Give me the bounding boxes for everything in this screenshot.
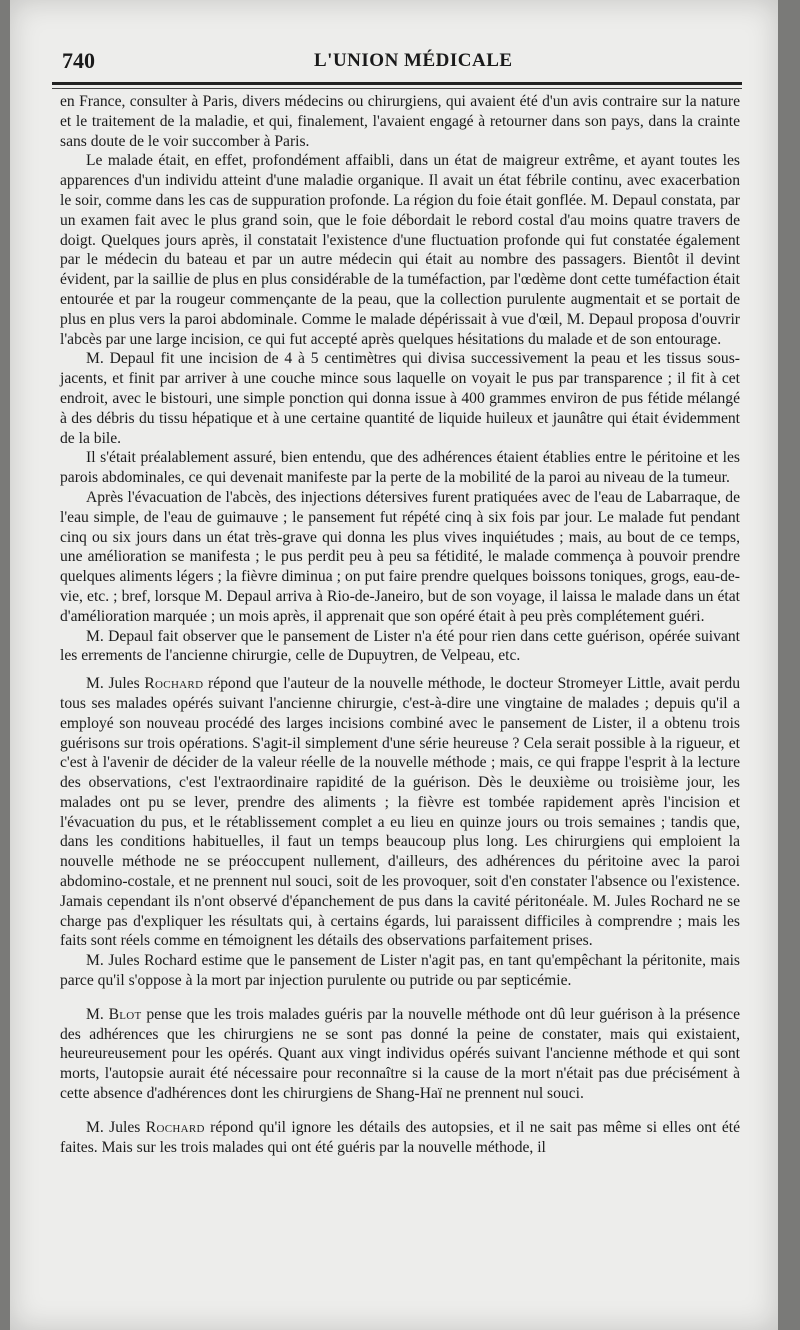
paragraph: Le malade était, en effet, profondément affaibli, dans un état de maigreur extrême, et ayant toutes les apparences d'un individu atteint d'une maladie organique. Il avait un état fébrile continu, avec exacerbation le soir, comme dans les cas de suppuration profonde. La région du foie était gonflée. M. Depaul constata, par un examen fait avec le plus grand soin, que le foie débordait le rebord costal d'au moins quatre travers de doigt. Quelques jours après, il constatait l'existence d'une fluctuation profonde qui fut constatée également par le médecin du bateau et par un autre médecin qui était au nombre des passagers. Bientôt il devint évident, par la saillie de plus en plus considérable de la tuméfaction, par l'œdème dont cette tuméfaction était entourée et par la rougeur commençante de la peau, que la collection purulente augmentait et se portait de plus en plus vers la paroi abdominale. Comme le malade dépérissait à vue d'œil, M. Depaul proposa d'ouvrir l'abcès par une large incision, ce qui fut accepté après quelques hésitations du malade et de son entourage. [60, 152, 740, 348]
article-body [60, 92, 740, 1157]
speaker-name: Rochard [145, 1118, 205, 1136]
paragraph: Après l'évacuation de l'abcès, des injections détersives furent pratiquées avec de l'eau de Labarraque, de l'eau simple, de l'eau de guimauve ; le pansement fut répété cinq à six fois par jour. Le malade fut pendant cinq ou six jours dans un état très-grave qui donna les plus vives inquiétudes ; mais, au bout de ce temps, une amélioration se manifesta ; le pus perdit peu à peu sa fétidité, le malade commença à pouvoir prendre quelques aliments légers ; la fièvre diminua ; on put faire prendre quelques boissons toniques, grogs, eau-de-vie, etc. ; bref, lorsque M. Depaul arriva à Rio-de-Janeiro, but de son voyage, il laissa le malade dans un état d'amélioration marquée ; un mois après, il apprenait que son opéré était à peu près complétement guéri. [60, 488, 740, 625]
paragraph-text: pense que les trois malades guéris par la nouvelle méthode ont dû leur guérison à la présence des adhérences que les chirurgiens ne se sont pas donné la peine de constater, mais qui existaient, heureureusement pour les opérés. Quant aux vingt individus opérés suivant l'ancienne méthode et qui sont morts, l'autopsie aurait été nécessaire pour reconnaître si la cause de la mort n'était pas due précisément à cette absence d'adhérences dont les chirurgiens de Shang-Haï ne prennent nul souci. [60, 1005, 740, 1103]
page-header [62, 48, 752, 76]
paragraph: M. Jules Rochard estime que le pansement de Lister n'agit pas, en tant qu'empêchant la péritonite, mais parce qu'il s'oppose à la mort par injection purulente ou putride ou par septicémie. [60, 952, 740, 990]
page-number: 740 [62, 48, 95, 73]
paragraph-blot [60, 1005, 740, 1104]
paragraph-rochard-reply [60, 1118, 740, 1158]
paragraph: en France, consulter à Paris, divers médecins ou chirurgiens, qui avaient été d'un avis contraire sur la nature et le traitement de la maladie, et qui, finalement, l'avaient engagé à retourner dans son pays, dans la crainte sans doute de le voir succomber à Paris. [60, 93, 740, 150]
speaker-name: Rochard [144, 675, 204, 693]
paragraph-text: répond qu'il ignore les détails des autopsies, et il ne sait pas même si elles ont été faites. Mais sur les trois malades qui ont été guéris par la nouvelle méthode, il [60, 1118, 740, 1156]
paragraph: M. Depaul fit une incision de 4 à 5 centimètres qui divisa successivement la peau et les tissus sous-jacents, et finit par arriver à une couche mince sous laquelle on voyait le pus par transparence ; il fit à cet endroit, avec le bistouri, une simple ponction qui donna issue à 400 grammes environ de pus fétide mélangé à des débris du tissu hépatique et à une certaine quantité de liquide huileux et jaunâtre qui était évidemment de la bile. [60, 350, 740, 447]
paragraph-rochard [60, 674, 740, 951]
paragraph: M. Depaul fait observer que le pansement de Lister n'a été pour rien dans cette guérison, opérée suivant les errements de l'ancienne chirurgie, celle de Dupuytren, de Velpeau, etc. [60, 627, 740, 665]
speaker-prefix: M. [86, 1005, 104, 1023]
speaker-prefix: M. Jules [86, 1118, 141, 1136]
header-rule [52, 82, 742, 85]
paragraph-text: répond que l'auteur de la nouvelle méthode, le docteur Stromeyer Little, avait perdu tous ses malades opérés suivant l'ancienne chirurgie, c'est-à-dire une vingtaine de malades ; depuis qu'il a employé son nouveau procédé des larges incisions combiné avec le pansement de Lister, il a obtenu trois guérisons sur trois opérations. S'agit-il simplement d'une série heureuse ? Cela serait possible à la rigueur, et c'est à l'avenir de décider de la valeur réelle de la nouvelle méthode ; mais, ce qui frappe l'esprit à la lecture des observations, c'est l'extraordinaire rapidité de la guérison. Dès le deuxième ou troisième jour, les malades ont pu se lever, prendre des aliments ; la fièvre est tombée rapidement après l'incision et l'évacuation du pus, et le rétablissement complet a eu lieu en quinze jours ou trois semaines ; tandis que, dans les conditions habituelles, il faut un temps beaucoup plus long. Les chirurgiens qui emploient la nouvelle méthode ne se préoccupent nullement, d'ailleurs, des adhérences du péritoine avec la paroi abdomino-costale, et ne prennent nul souci, soit de les provoquer, soit d'en constater l'absence ou l'existence. Jamais cependant ils n'ont observé d'épanchement de pus dans la cavité péritonéale. M. Jules Rochard ne se charge pas d'expliquer les résultats qui, à certains égards, lui paraissent difficiles à comprendre ; mais les faits sont réels comme en témoignent les détails des observations parfaitement prises. [60, 675, 740, 950]
header-rule-thin [52, 88, 742, 89]
running-title: L'UNION MÉDICALE [314, 50, 513, 71]
speaker-name: Blot [108, 1005, 142, 1023]
paragraph: Il s'était préalablement assuré, bien entendu, que des adhérences étaient établies entre le péritoine et les parois abdominales, ce qui devenait manifeste par la perte de la mobilité de la paroi au niveau de la tumeur. [60, 449, 740, 487]
speaker-prefix: M. Jules [86, 675, 140, 693]
